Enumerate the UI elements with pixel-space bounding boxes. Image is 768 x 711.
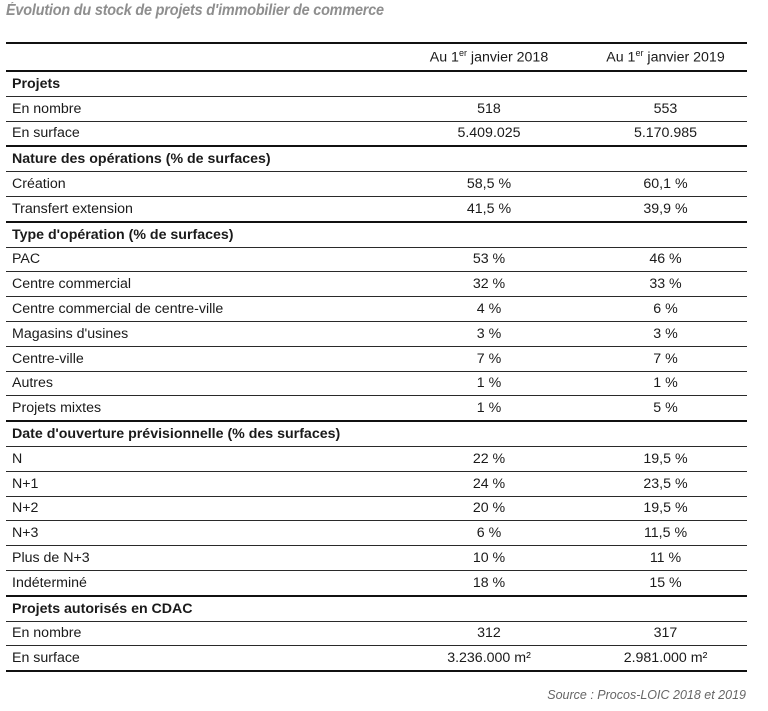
section-header-row (6, 146, 747, 171)
value-2019: 11,5 % (584, 521, 747, 546)
section-title: Projets autorisés en CDAC (6, 596, 747, 621)
value-2018: 20 % (394, 496, 584, 521)
row-label: Création (6, 172, 394, 197)
value-2018: 24 % (394, 471, 584, 496)
table-row (6, 446, 747, 471)
table-row (6, 121, 747, 146)
header-col-2018-post: janvier 2018 (466, 49, 549, 66)
value-2019: 39,9 % (584, 196, 747, 221)
value-2019: 1 % (584, 371, 747, 396)
table-row (6, 247, 747, 272)
header-row (6, 43, 747, 71)
table-row (6, 546, 747, 571)
header-col-2019 (584, 43, 747, 71)
table-row (6, 321, 747, 346)
value-2019: 46 % (584, 247, 747, 272)
row-label: En surface (6, 121, 394, 146)
row-label: N (6, 446, 394, 471)
row-label: En nombre (6, 621, 394, 646)
value-2018: 518 (394, 96, 584, 121)
value-2018: 1 % (394, 371, 584, 396)
section-title: Date d'ouverture prévisionnelle (% des surfaces) (6, 421, 747, 446)
row-label: En nombre (6, 96, 394, 121)
row-label: Plus de N+3 (6, 546, 394, 571)
value-2018: 18 % (394, 570, 584, 595)
table-row (6, 297, 747, 322)
row-label: En surface (6, 646, 394, 671)
value-2019: 19,5 % (584, 446, 747, 471)
table-row (6, 570, 747, 595)
table-row (6, 96, 747, 121)
section-title: Nature des opérations (% de surfaces) (6, 146, 747, 171)
page-title: Évolution du stock de projets d'immobilier de commerce (6, 2, 384, 19)
value-2018: 3 % (394, 321, 584, 346)
stock-table-body (6, 43, 747, 671)
value-2018: 3.236.000 m² (394, 646, 584, 671)
value-2018: 6 % (394, 521, 584, 546)
value-2018: 4 % (394, 297, 584, 322)
row-label: Centre commercial de centre-ville (6, 297, 394, 322)
value-2018: 5.409.025 (394, 121, 584, 146)
row-label: Magasins d'usines (6, 321, 394, 346)
header-col-2018-sup: er (458, 48, 467, 59)
value-2018: 1 % (394, 396, 584, 421)
source-note: Source : Procos-LOIC 2018 et 2019 (547, 688, 746, 702)
header-col-2019-pre: Au 1 (606, 49, 636, 66)
header-col-2018-pre: Au 1 (429, 49, 459, 66)
value-2019: 33 % (584, 272, 747, 297)
stock-table (6, 42, 747, 672)
value-2019: 23,5 % (584, 471, 747, 496)
value-2018: 58,5 % (394, 172, 584, 197)
header-col-2018 (394, 43, 584, 71)
header-col-2019-sup: er (635, 48, 644, 59)
row-label: Transfert extension (6, 196, 394, 221)
table-row (6, 521, 747, 546)
table-row (6, 396, 747, 421)
table-row (6, 196, 747, 221)
value-2018: 10 % (394, 546, 584, 571)
value-2018: 53 % (394, 247, 584, 272)
value-2019: 6 % (584, 297, 747, 322)
value-2019: 553 (584, 96, 747, 121)
value-2018: 22 % (394, 446, 584, 471)
value-2018: 312 (394, 621, 584, 646)
row-label: N+3 (6, 521, 394, 546)
value-2019: 60,1 % (584, 172, 747, 197)
row-label: Centre commercial (6, 272, 394, 297)
value-2019: 317 (584, 621, 747, 646)
row-label: N+1 (6, 471, 394, 496)
row-label: Centre-ville (6, 346, 394, 371)
value-2019: 7 % (584, 346, 747, 371)
table-row (6, 346, 747, 371)
value-2018: 7 % (394, 346, 584, 371)
value-2019: 15 % (584, 570, 747, 595)
value-2019: 2.981.000 m² (584, 646, 747, 671)
section-header-row (6, 222, 747, 247)
value-2018: 32 % (394, 272, 584, 297)
table-row (6, 272, 747, 297)
header-empty-cell (6, 43, 394, 71)
section-header-row (6, 71, 747, 96)
section-header-row (6, 596, 747, 621)
section-header-row (6, 421, 747, 446)
value-2019: 5.170.985 (584, 121, 747, 146)
section-title: Projets (6, 71, 747, 96)
value-2019: 3 % (584, 321, 747, 346)
header-col-2019-post: janvier 2019 (643, 49, 725, 66)
table-row (6, 471, 747, 496)
row-label: N+2 (6, 496, 394, 521)
table-row (6, 646, 747, 671)
value-2019: 19,5 % (584, 496, 747, 521)
section-title: Type d'opération (% de surfaces) (6, 222, 747, 247)
value-2019: 5 % (584, 396, 747, 421)
row-label: PAC (6, 247, 394, 272)
value-2019: 11 % (584, 546, 747, 571)
table-row (6, 371, 747, 396)
table-row (6, 496, 747, 521)
value-2018: 41,5 % (394, 196, 584, 221)
row-label: Autres (6, 371, 394, 396)
table-row (6, 621, 747, 646)
table-row (6, 172, 747, 197)
row-label: Indéterminé (6, 570, 394, 595)
row-label: Projets mixtes (6, 396, 394, 421)
